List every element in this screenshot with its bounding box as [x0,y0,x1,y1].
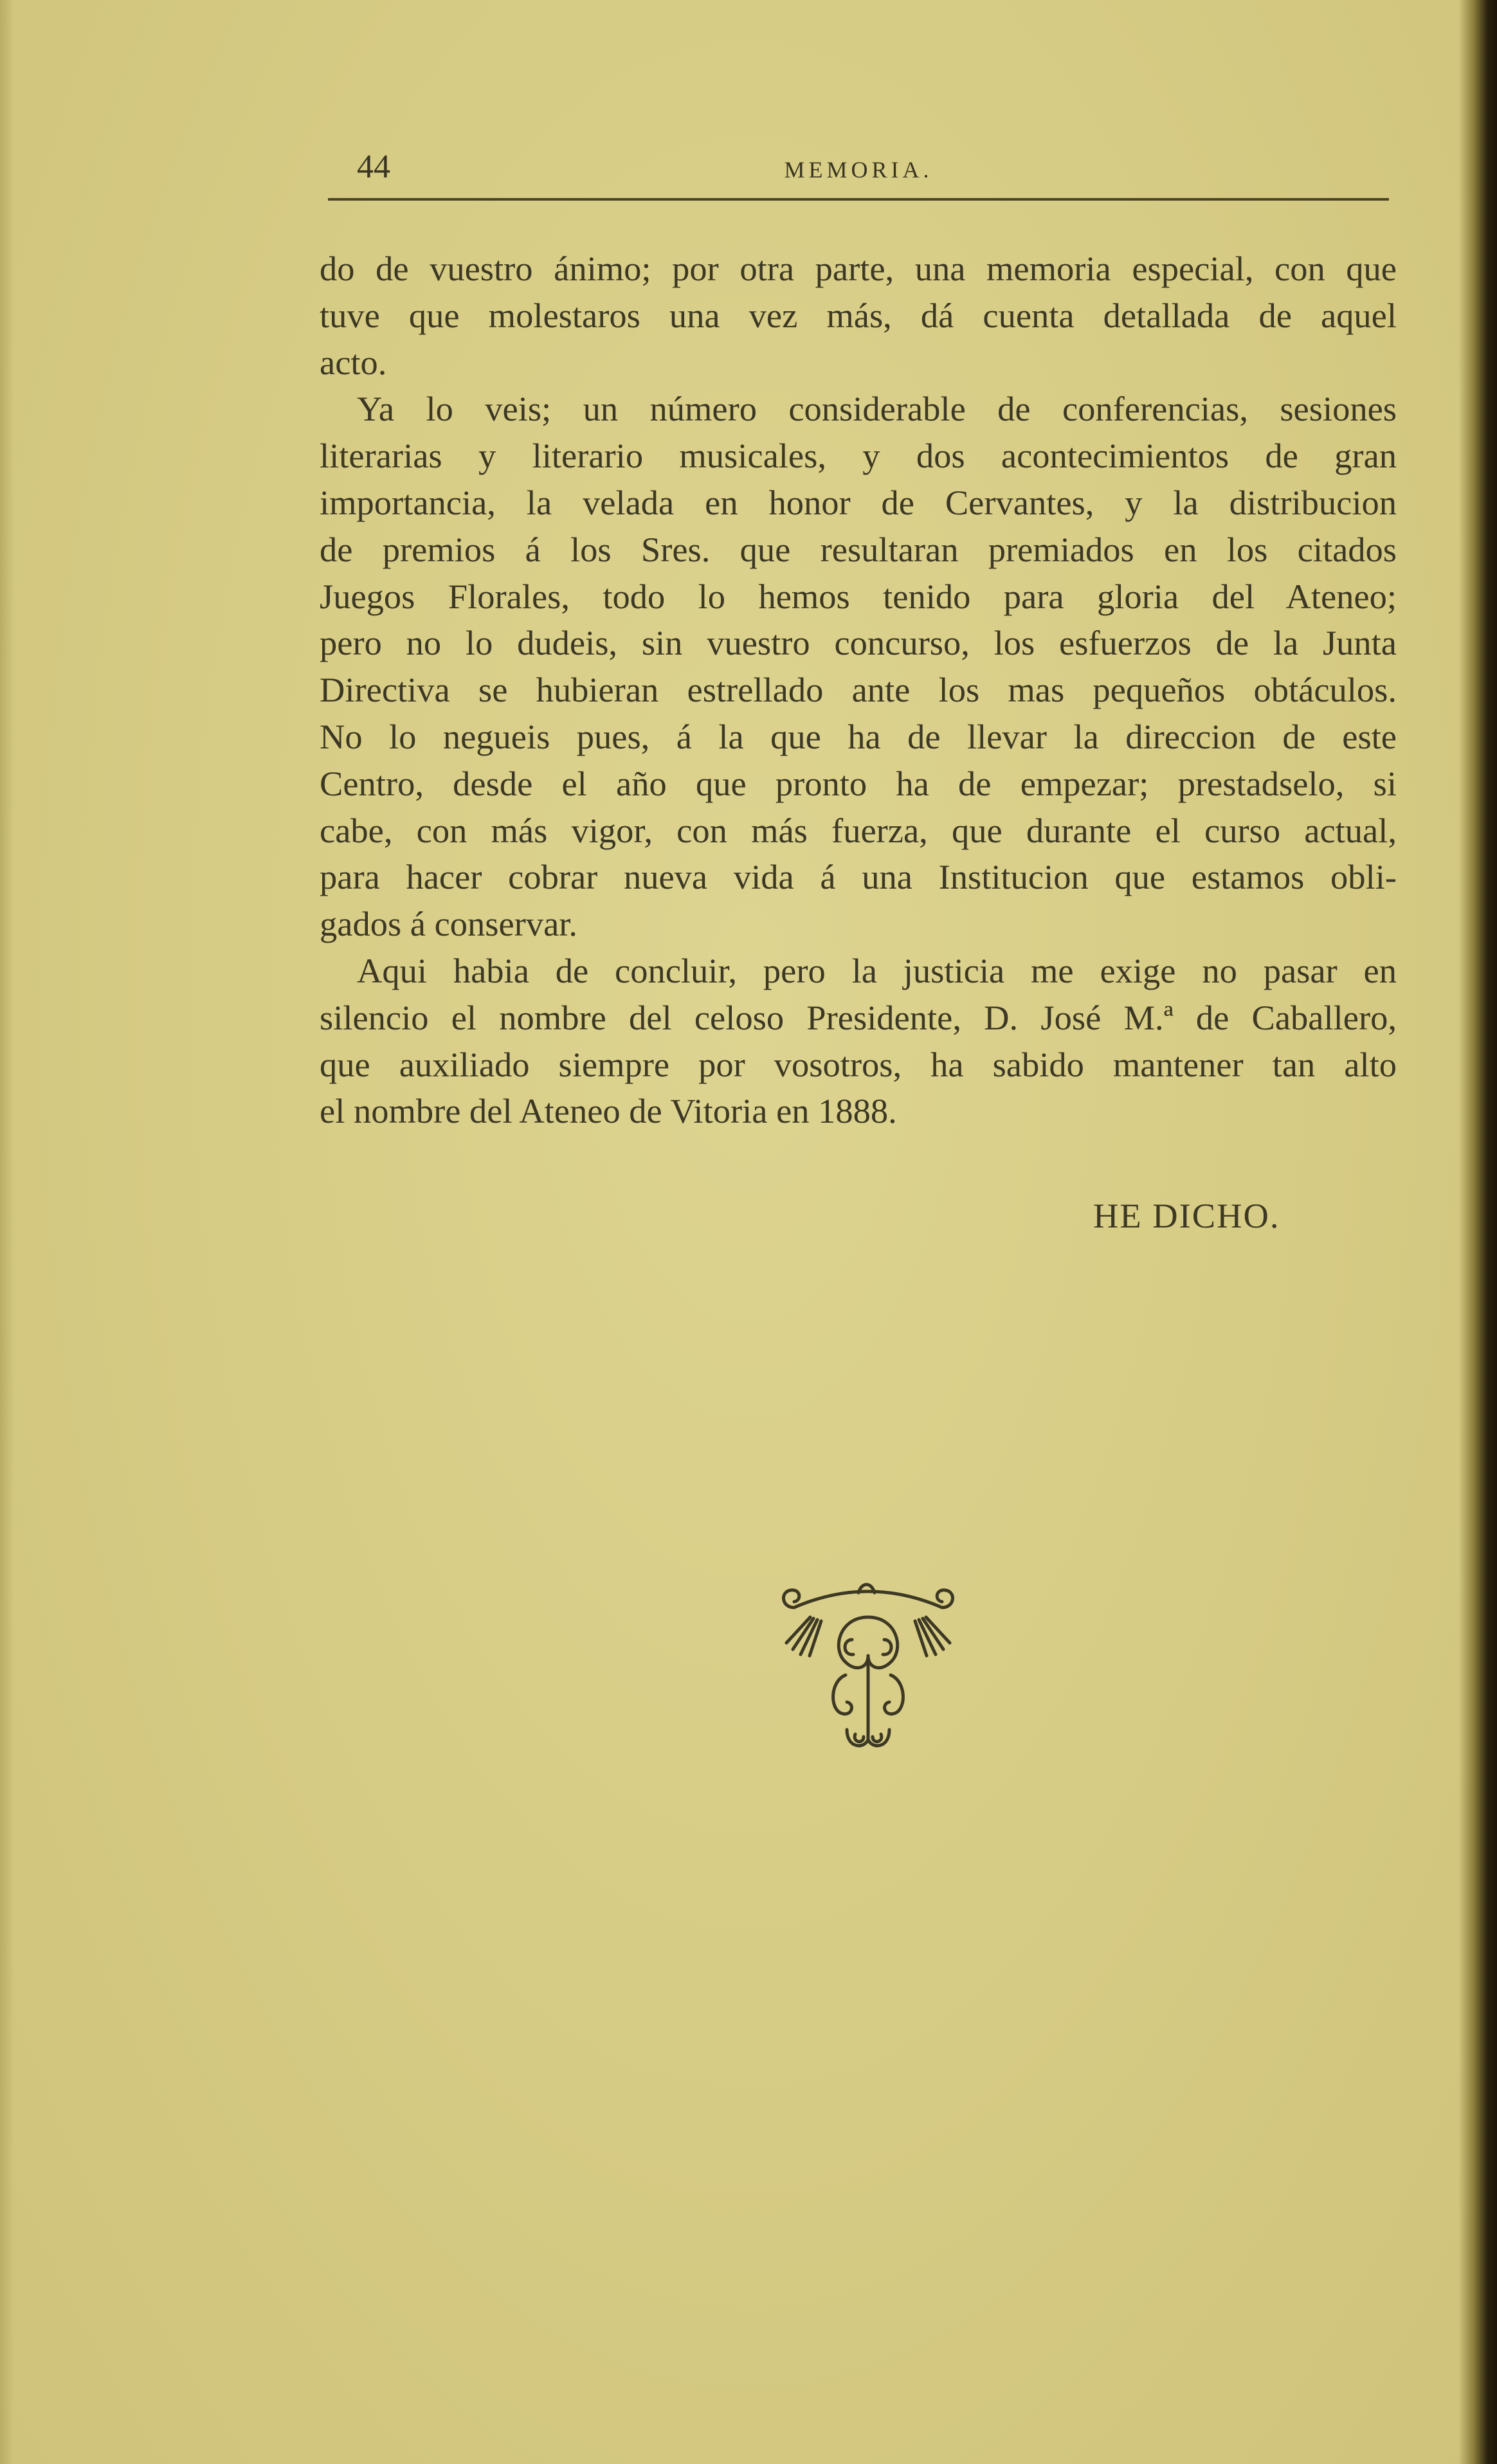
text-line: Aqui habia de concluir, pero la justicia me exige no pasar en [357,950,1397,990]
body-text [320,246,1397,1135]
text-line: Ya lo veis; un número considerable de conferencias, sesiones [357,389,1397,429]
text-line: Juegos Florales, todo lo hemos tenido para gloria del Ateneo; [320,576,1397,616]
text-line: tuve que molestaros una vez más, dá cuenta detallada de aquel [320,295,1397,335]
text-line: acto. [320,342,387,382]
header-rule [328,198,1389,201]
page-edge-left [0,0,14,2464]
text-line: gados á conservar. [320,904,578,944]
page-number: 44 [357,149,390,185]
scroll-ornament-icon [775,1579,961,1759]
text-line: pero no lo dudeis, sin vuestro concurso, los esfuerzos de la Junta [320,623,1397,663]
text-line: Centro, desde el año que pronto ha de empezar; prestadselo, si [320,763,1397,803]
running-title: MEMORIA. [784,157,933,183]
text-line: importancia, la velada en honor de Cervantes, y la distribucion [320,482,1397,522]
text-line: No lo negueis pues, á la que ha de llevar la direccion de este [320,716,1397,756]
text-line: do de vuestro ánimo; por otra parte, una memoria especial, con que [320,249,1397,288]
text-line: cabe, con más vigor, con más fuerza, que durante el curso actual, [320,810,1397,850]
text-line: para hacer cobrar nueva vida á una Institucion que estamos obli- [320,857,1397,897]
page-header [328,147,1389,198]
text-line: el nombre del Ateneo de Vitoria en 1888. [320,1091,897,1131]
text-line: Directiva se hubieran estrellado ante los mas pequeños obtáculos. [320,670,1397,710]
text-line: de premios á los Sres. que resultaran premiados en los citados [320,529,1397,569]
text-line: silencio el nombre del celoso Presidente, D. José M.ª de Caballero, [320,997,1397,1037]
closing-signoff: HE DICHO. [1093,1196,1280,1235]
text-line: literarias y literario musicales, y dos acontecimientos de gran [320,436,1397,476]
page-edge-right [1458,0,1497,2464]
text-line: que auxiliado siempre por vosotros, ha sabido mantener tan alto [320,1044,1397,1084]
